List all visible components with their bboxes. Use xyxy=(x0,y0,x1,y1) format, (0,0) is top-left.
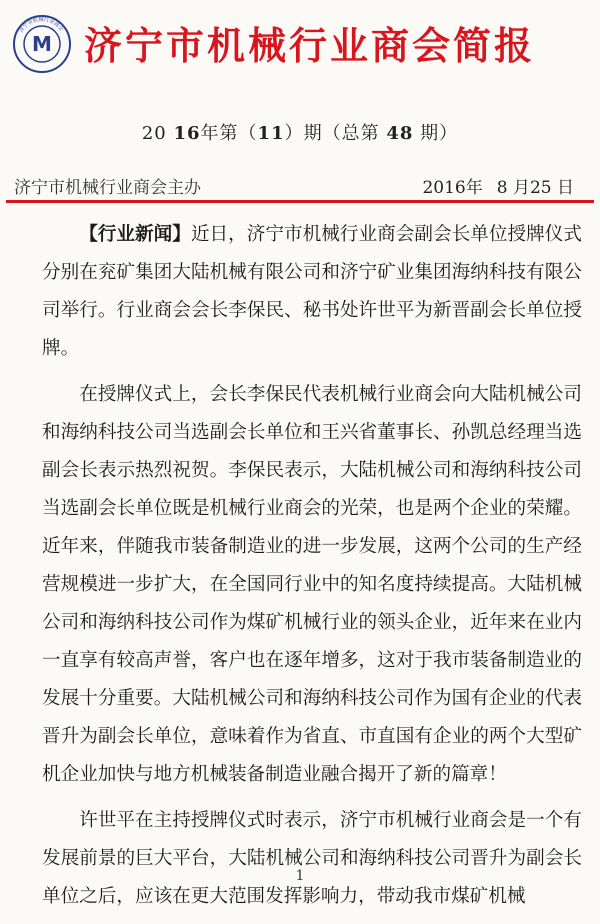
issue-lp: （ xyxy=(238,123,258,144)
paragraph-1-text: 近日，济宁市机械行业商会副会长单位授牌仪式分别在兖矿集团大陆机械有限公司和济宁矿业集团海纳科技有限公司举行。行业商会会长李保民、秘书处许世平为新晋副会长单位授牌。 xyxy=(42,224,582,359)
date-day-unit: 日 xyxy=(557,178,574,198)
issue-rp: ） xyxy=(284,123,304,144)
sponsor-line: 济宁市机械行业商会主办 xyxy=(14,178,201,198)
news-category-tag: 【行业新闻】 xyxy=(79,224,191,245)
logo-ring-text: 济宁市机械行业商会 xyxy=(18,16,65,35)
date-line xyxy=(422,176,574,200)
page-number: 1 xyxy=(295,868,305,884)
issue-year-suffix: 16 xyxy=(173,123,201,144)
header-divider xyxy=(6,200,594,203)
date-month: 8 xyxy=(496,178,508,198)
date-year: 2016 xyxy=(422,178,466,198)
masthead-title: 济宁市机械行业商会简报 xyxy=(84,24,536,68)
issue-year-unit: 年第 xyxy=(200,123,239,144)
date-year-unit: 年 xyxy=(465,178,483,198)
issue-unit: 期（总第 xyxy=(303,123,380,144)
issue-total-number: 48 xyxy=(386,123,414,144)
paragraph-1 xyxy=(42,216,582,368)
issue-number: 11 xyxy=(257,123,285,144)
issue-total-unit: 期） xyxy=(420,123,459,144)
date-month-unit: 月 xyxy=(512,178,530,198)
paragraph-3: 许世平在主持授牌仪式时表示，济宁市机械行业商会是一个有发展前景的巨大平台，大陆机械公司和海纳科技公司晋升为副会长单位之后，应该在更大范围发挥影响力，带动我市煤矿机械 xyxy=(42,810,582,907)
issue-year-prefix: 20 xyxy=(141,123,167,144)
logo-mark: M xyxy=(32,32,52,56)
chamber-logo xyxy=(12,14,72,74)
paragraph-2: 在授牌仪式上，会长李保民代表机械行业商会向大陆机械公司和海纳科技公司当选副会长单位和王兴省董事长、孙凯总经理当选副会长表示热烈祝贺。李保民表示，大陆机械公司和海纳科技公司当选副会长单位既是机械行业商会的光荣，也是两个企业的荣耀。近年来，伴随我市装备制造业的进一步发展，这两个公司的生产经营规模进一步扩大，在全国同行业中的知名度持续提高。大陆机械公司和海纳科技公司作为煤矿机械行业的领头企业，近年来在业内一直享有较高声誉，客户也在逐年增多，这对于我市装备制造业的发展十分重要。大陆机械公司和海纳科技公司作为国有企业的代表晋升为副会长单位，意味着作为省直、市直国有企业的两个大型矿机企业加快与地方机械装备制造业融合揭开了新的篇章！ xyxy=(42,384,582,785)
article-body xyxy=(42,216,582,924)
date-day: 25 xyxy=(529,178,552,198)
issue-line xyxy=(0,122,600,146)
